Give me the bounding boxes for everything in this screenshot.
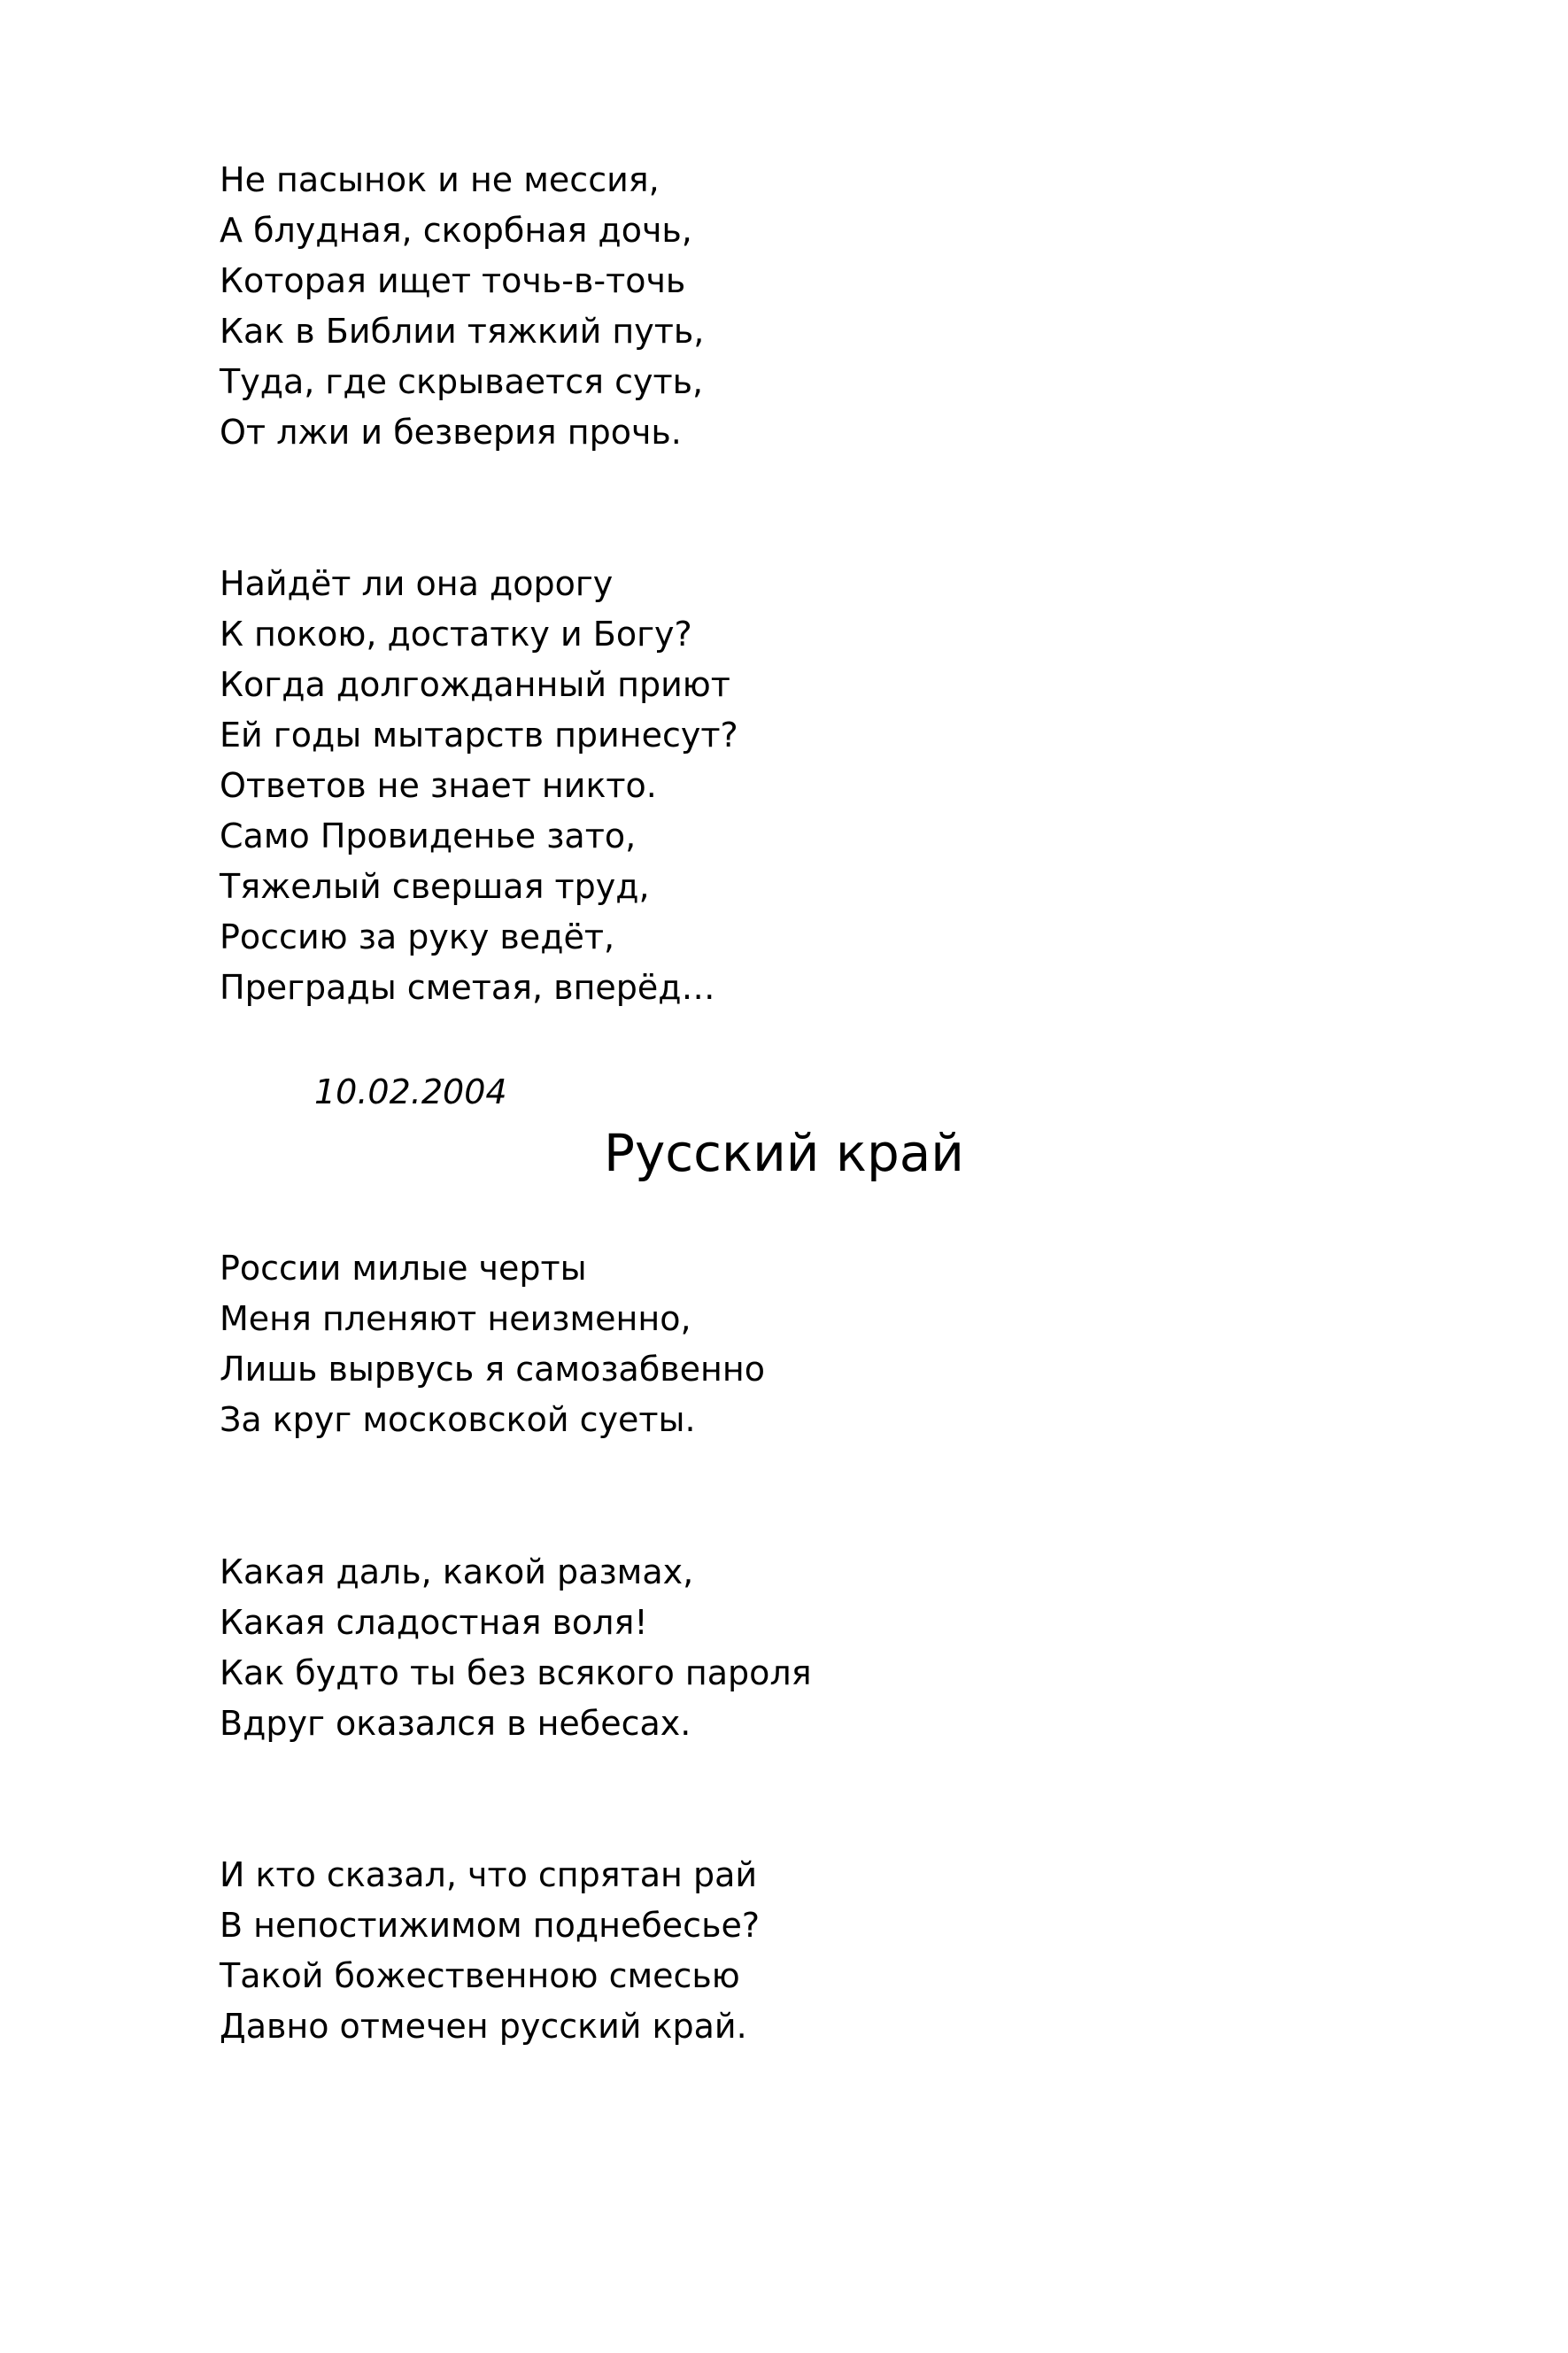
- verse-line: Не пасынок и не мессия,: [220, 160, 660, 199]
- verse-line: Само Провиденье зато,: [220, 817, 637, 855]
- poem-title: Русский край: [603, 1123, 965, 1183]
- poem1-stanza-2: [220, 559, 738, 1013]
- verse-line: За круг московской суеты.: [220, 1400, 696, 1439]
- verse-line: Тяжелый свершая труд,: [220, 867, 650, 906]
- verse-line: Которая ищет точь-в-точь: [220, 261, 686, 300]
- verse-line: Ей годы мытарств принесут?: [220, 716, 738, 755]
- poem1-stanza-1: [220, 155, 704, 458]
- poem2-stanza-3: [220, 1850, 760, 2052]
- verse-line: И кто сказал, что спрятан рай: [220, 1855, 758, 1894]
- poem-date: 10.02.2004: [314, 1072, 507, 1111]
- verse-line: От лжи и безверия прочь.: [220, 413, 682, 452]
- verse-line: Какая даль, какой размах,: [220, 1552, 694, 1591]
- poem2-stanza-1: [220, 1243, 765, 1445]
- verse-line: Преграды сметая, вперёд…: [220, 968, 715, 1007]
- verse-line: Меня пленяют неизменно,: [220, 1299, 691, 1338]
- verse-line: Какая сладостная воля!: [220, 1603, 648, 1642]
- verse-line: Россию за руку ведёт,: [220, 917, 615, 956]
- verse-line: Ответов не знает никто.: [220, 766, 657, 805]
- verse-line: Лишь вырвусь я самозабвенно: [220, 1350, 765, 1389]
- verse-line: Найдёт ли она дорогу: [220, 564, 614, 603]
- verse-line: А блудная, скорбная дочь,: [220, 211, 692, 250]
- verse-line: Как будто ты без всякого пароля: [220, 1653, 812, 1692]
- poem2-stanza-2: [220, 1547, 812, 1749]
- verse-line: В непостижимом поднебесье?: [220, 1906, 761, 1945]
- verse-line: Туда, где скрывается суть,: [220, 362, 704, 401]
- verse-line: Такой божественною смесью: [220, 1956, 740, 1995]
- verse-line: Как в Библии тяжкий путь,: [220, 312, 705, 351]
- verse-line: Когда долгожданный приют: [220, 665, 730, 704]
- verse-line: Давно отмечен русский край.: [220, 2007, 747, 2046]
- verse-line: К покою, достатку и Богу?: [220, 615, 692, 654]
- verse-line: Вдруг оказался в небесах.: [220, 1704, 691, 1743]
- verse-line: России милые черты: [220, 1249, 587, 1288]
